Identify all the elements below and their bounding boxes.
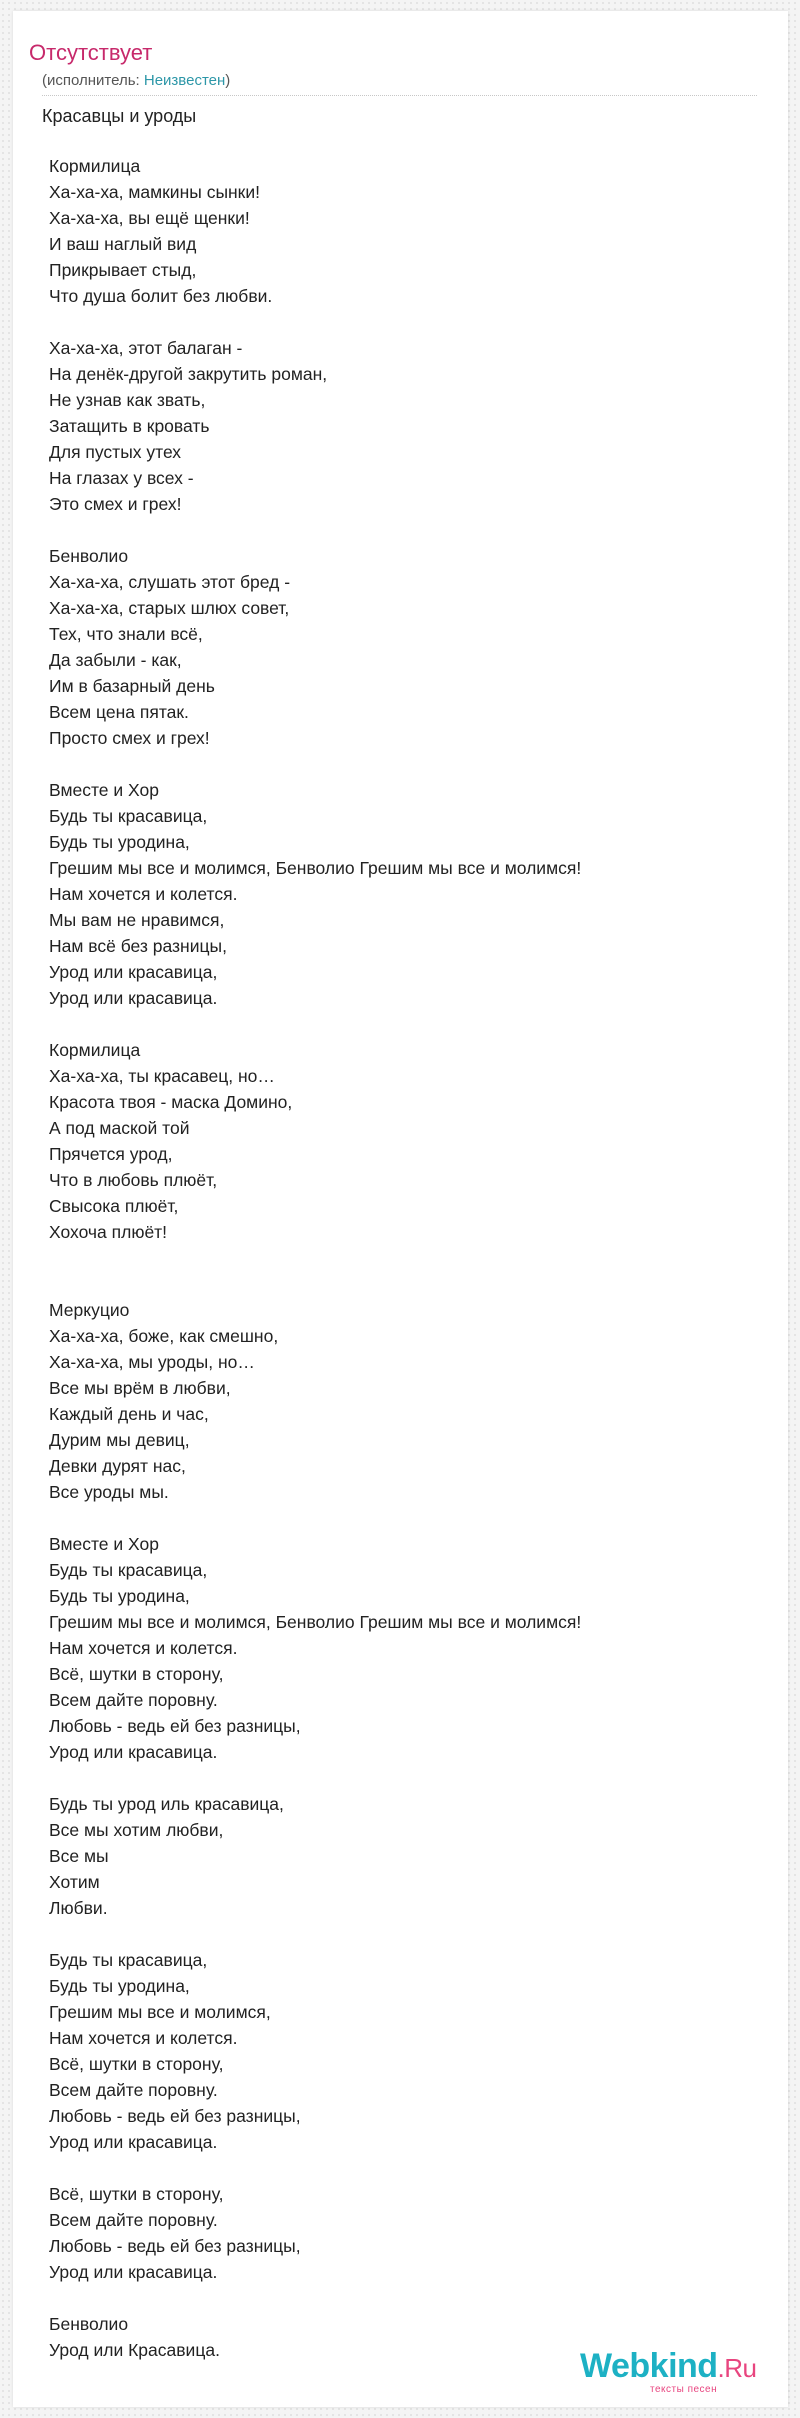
lyric-line: Всем дайте поровну. <box>49 2210 218 2230</box>
logo-suffix: .Ru <box>717 2353 757 2383</box>
lyric-line: Урод или красавица. <box>49 2262 218 2282</box>
lyric-line: Мы вам не нравимся, <box>49 910 225 930</box>
lyric-line: Всем дайте поровну. <box>49 2080 218 2100</box>
lyric-line: Тех, что знали всё, <box>49 624 203 644</box>
lyric-line: Да забыли - как, <box>49 650 182 670</box>
lyric-line: Урод или красавица, <box>49 962 218 982</box>
lyric-line: Всем дайте поровну. <box>49 1690 218 1710</box>
lyric-blank-line <box>49 2155 769 2181</box>
lyric-line: Кормилица <box>49 156 141 176</box>
lyric-line: Ха-ха-ха, мамкины сынки! <box>49 182 260 202</box>
lyric-line: Урод или Красавица. <box>49 2340 220 2360</box>
lyric-line: Ха-ха-ха, этот балаган - <box>49 338 243 358</box>
logo-main-text: Webkind <box>580 2347 718 2385</box>
lyric-line: Грешим мы все и молимся, Бенволио Грешим мы все и молимся! <box>49 858 582 878</box>
lyric-line: На глазах у всех - <box>49 468 194 488</box>
lyric-line: Прячется урод, <box>49 1144 173 1164</box>
lyric-blank-line <box>49 1245 769 1271</box>
lyric-line: Девки дурят нас, <box>49 1456 186 1476</box>
lyric-line: А под маской той <box>49 1118 190 1138</box>
lyric-line: Всё, шутки в сторону, <box>49 2054 224 2074</box>
lyric-line: Будь ты красавица, <box>49 806 208 826</box>
lyric-line: Для пустых утех <box>49 442 182 462</box>
performer-line <box>42 72 230 90</box>
lyric-line: Ха-ха-ха, боже, как смешно, <box>49 1326 279 1346</box>
page-title: Отсутствует <box>29 40 153 65</box>
lyric-line: Это смех и грех! <box>49 494 182 514</box>
lyric-line: Урод или красавица. <box>49 988 218 1008</box>
header-divider <box>42 95 757 96</box>
lyric-line: Всем цена пятак. <box>49 702 189 722</box>
lyric-line: Все мы хотим любви, <box>49 1820 224 1840</box>
lyric-line: Бенволио <box>49 546 129 566</box>
lyric-line: На денёк-другой закрутить роман, <box>49 364 328 384</box>
lyric-blank-line <box>49 1011 769 1037</box>
lyric-line: Урод или красавица. <box>49 2132 218 2152</box>
lyric-line: Нам всё без разницы, <box>49 936 227 956</box>
lyric-line: Будь ты красавица, <box>49 1560 208 1580</box>
lyric-line: Что в любовь плюёт, <box>49 1170 218 1190</box>
lyric-line: Дурим мы девиц, <box>49 1430 190 1450</box>
lyric-line: Кормилица <box>49 1040 141 1060</box>
lyric-blank-line <box>49 1505 769 1531</box>
lyric-line: Хохоча плюёт! <box>49 1222 168 1242</box>
lyric-line: Не узнав как звать, <box>49 390 206 410</box>
lyric-line: Просто смех и грех! <box>49 728 210 748</box>
lyric-line: Бенволио <box>49 2314 129 2334</box>
lyric-line: Прикрывает стыд, <box>49 260 197 280</box>
lyric-line: Нам хочется и колется. <box>49 1638 238 1658</box>
lyric-line: Всё, шутки в сторону, <box>49 2184 224 2204</box>
lyric-line: Всё, шутки в сторону, <box>49 1664 224 1684</box>
lyric-line: Ха-ха-ха, ты красавец, но… <box>49 1066 275 1086</box>
lyric-line: Нам хочется и колется. <box>49 884 238 904</box>
logo-tagline: тексты песен <box>650 2384 718 2395</box>
lyric-line: И ваш наглый вид <box>49 234 197 254</box>
lyric-line: Нам хочется и колется. <box>49 2028 238 2048</box>
lyric-line: Будь ты уродина, <box>49 1586 190 1606</box>
lyric-line: Что душа болит без любви. <box>49 286 273 306</box>
lyric-line: Будь ты уродина, <box>49 1976 190 1996</box>
lyric-line: Любви. <box>49 1898 108 1918</box>
lyric-blank-line <box>49 309 769 335</box>
lyric-line: Грешим мы все и молимся, Бенволио Грешим мы все и молимся! <box>49 1612 582 1632</box>
lyric-line: Меркуцио <box>49 1300 130 1320</box>
lyric-line: Урод или красавица. <box>49 1742 218 1762</box>
lyric-line: Будь ты уродина, <box>49 832 190 852</box>
lyric-line: Им в базарный день <box>49 676 215 696</box>
lyric-line: Все уроды мы. <box>49 1482 169 1502</box>
lyric-line: Все мы врём в любви, <box>49 1378 231 1398</box>
lyric-line: Ха-ха-ха, вы ещё щенки! <box>49 208 250 228</box>
lyric-line: Ха-ха-ха, старых шлюх совет, <box>49 598 290 618</box>
lyric-line: Свысока плюёт, <box>49 1196 179 1216</box>
performer-suffix: ) <box>225 72 231 89</box>
lyric-line: Грешим мы все и молимся, <box>49 2002 271 2022</box>
performer-link[interactable]: Неизвестен <box>143 72 226 89</box>
lyric-blank-line <box>49 2285 769 2311</box>
lyric-line: Вместе и Хор <box>49 780 159 800</box>
lyric-line: Затащить в кровать <box>49 416 210 436</box>
lyric-line: Любовь - ведь ей без разницы, <box>49 1716 301 1736</box>
logo-wordmark <box>580 2346 757 2388</box>
lyric-blank-line <box>49 1765 769 1791</box>
lyric-line: Все мы <box>49 1846 109 1866</box>
site-logo[interactable] <box>580 2346 780 2396</box>
lyric-line: Любовь - ведь ей без разницы, <box>49 2236 301 2256</box>
lyric-line: Ха-ха-ха, мы уроды, но… <box>49 1352 255 1372</box>
lyrics-block <box>49 153 769 2363</box>
lyric-blank-line <box>49 517 769 543</box>
lyric-line: Ха-ха-ха, слушать этот бред - <box>49 572 291 592</box>
lyric-line: Будь ты урод иль красавица, <box>49 1794 284 1814</box>
lyric-line: Хотим <box>49 1872 100 1892</box>
lyric-line: Любовь - ведь ей без разницы, <box>49 2106 301 2126</box>
lyric-blank-line <box>49 1921 769 1947</box>
song-title: Красавцы и уроды <box>42 106 197 126</box>
lyric-line: Каждый день и час, <box>49 1404 209 1424</box>
lyric-blank-line <box>49 751 769 777</box>
lyric-blank-line <box>49 1271 769 1297</box>
lyric-line: Будь ты красавица, <box>49 1950 208 1970</box>
lyric-line: Красота твоя - маска Домино, <box>49 1092 293 1112</box>
performer-prefix: (исполнитель: <box>42 72 144 89</box>
lyric-line: Вместе и Хор <box>49 1534 159 1554</box>
